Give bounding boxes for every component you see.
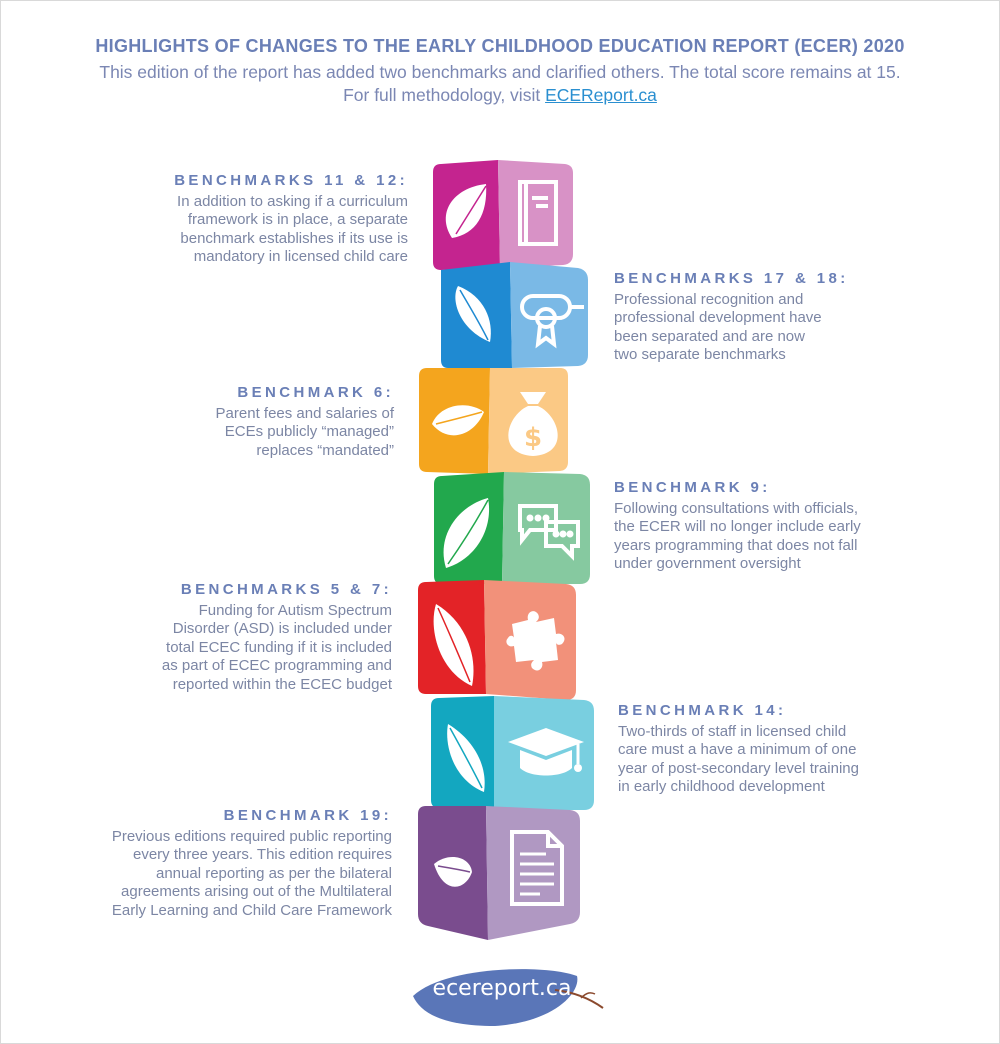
note-line: under government oversight	[614, 555, 801, 573]
note-line: Previous editions required public reporting	[111, 827, 392, 845]
block-face-light	[510, 262, 588, 368]
note-line: replaces “mandated”	[256, 441, 394, 459]
note-line: annual reporting as per the bilateral	[156, 864, 392, 882]
note-line: in early childhood development	[618, 778, 825, 796]
block-face-light	[498, 160, 573, 268]
note-line: every three years. This edition requires	[132, 846, 392, 864]
note-line: year of post-secondary level training	[618, 759, 859, 777]
note-heading: BENCHMARKS 11 & 12:	[174, 172, 408, 189]
note-line: been separated and are now	[614, 327, 805, 345]
note-line: mandatory in licensed child care	[193, 248, 408, 266]
ecereport-logo[interactable]	[405, 962, 610, 1037]
note-heading: BENCHMARK 9:	[614, 479, 771, 496]
note-heading: BENCHMARK 6:	[237, 384, 394, 401]
note-line: framework is in place, a separate	[187, 211, 408, 229]
note-line: care must a have a minimum of one	[618, 741, 857, 759]
block-speech	[434, 472, 590, 584]
note-heading: BENCHMARK 14:	[618, 702, 787, 719]
note-line: Parent fees and salaries of	[215, 404, 394, 422]
note-line: reported within the ECEC budget	[172, 675, 392, 693]
svg-text:$: $	[523, 423, 543, 453]
note-heading: BENCHMARK 19:	[223, 807, 392, 824]
note-line: as part of ECEC programming and	[161, 657, 392, 675]
note-line: the ECER will no longer include early	[614, 518, 861, 536]
ecereport-link[interactable]: ECEReport.ca	[545, 85, 657, 105]
note-line: two separate benchmarks	[614, 346, 786, 364]
block-puzzle	[418, 580, 576, 700]
block-money	[419, 368, 568, 474]
logo-text: ecereport.ca	[432, 976, 572, 1001]
note-line: professional development have	[614, 309, 822, 327]
note-heading: BENCHMARKS 17 & 18:	[614, 270, 849, 287]
note-line: Two-thirds of staff in licensed child	[618, 722, 847, 740]
note-line: Following consultations with officials,	[614, 499, 859, 517]
note-line: In addition to asking if a curriculum	[177, 192, 408, 210]
block-book	[433, 160, 573, 270]
subtitle-line: This edition of the report has added two benchmarks and clarified others. The total score remains at 15.	[99, 62, 901, 82]
note-line: Early Learning and Child Care Framework	[111, 901, 392, 919]
block-document	[418, 806, 580, 940]
note-heading: BENCHMARKS 5 & 7:	[180, 581, 392, 598]
block-graduation	[431, 696, 594, 810]
note-line: benchmark establishes if its use is	[180, 229, 408, 247]
note-line: Funding for Autism Spectrum	[198, 601, 392, 619]
note-line: ECEs publicly “managed”	[224, 423, 394, 441]
note-line: total ECEC funding if it is included	[166, 638, 392, 656]
methodology-prefix: For full methodology, visit	[343, 85, 546, 105]
block-diploma	[441, 262, 588, 368]
note-line: years programming that does not fall	[614, 536, 858, 554]
page-title: HIGHLIGHTS OF CHANGES TO THE EARLY CHILDHOOD EDUCATION REPORT (ECER) 2020	[95, 36, 905, 56]
note-line: Disorder (ASD) is included under	[172, 620, 392, 638]
note-line: Professional recognition and	[614, 290, 804, 308]
note-line: agreements arising out of the Multilateral	[121, 883, 392, 901]
